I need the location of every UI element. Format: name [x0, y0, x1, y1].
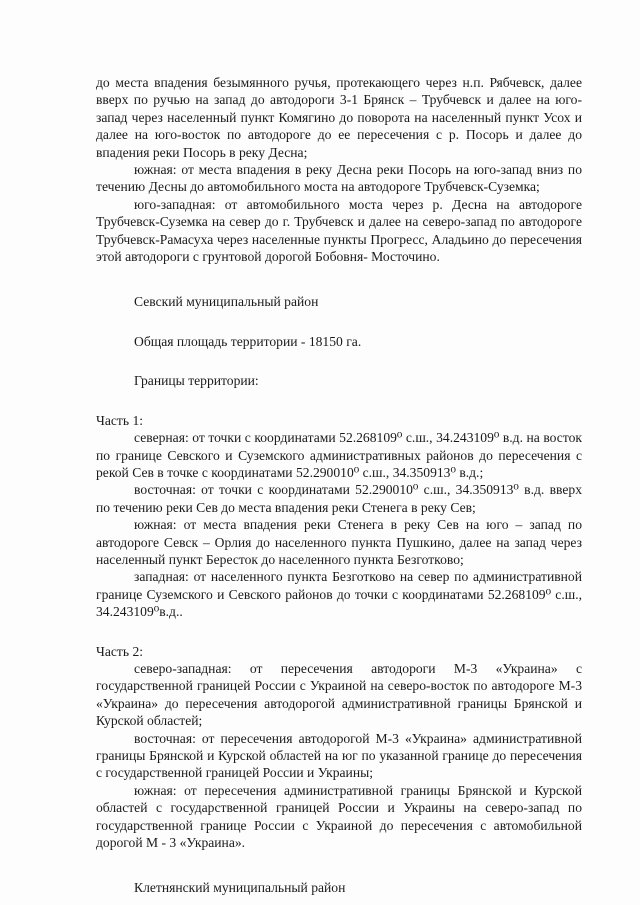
district-heading: Севский муниципальный район: [134, 294, 319, 310]
spacer: [96, 621, 582, 643]
paragraph-southwest-border: юго-западная: от автомобильного моста через р. Десна на автодороге Трубчевск-Суземка на север до г. Трубчевск и далее на северо-запад по автодороге Трубчевск-Рамасуха через населенные пункты Прогресс, Аладьино до пересечения этой автодороги с грунтовой дорогой Бобовня- Мосточино.: [96, 196, 582, 265]
part1-label: Часть 1:: [96, 412, 144, 428]
part2-east: восточная: от пересечения автодорогой М-3 «Украина» административной границы Брянской и Курской областей на юг по указанной границе до пересечения с государственной границей России и Украины;: [96, 730, 582, 781]
borders-heading: Границы территории:: [134, 373, 259, 389]
area-line: Общая площадь территории - 18150 га.: [134, 333, 362, 349]
part1-east: восточная: от точки с координатами 52.290010⁰ с.ш., 34.350913⁰ в.д. вверх по течению реки Сев до места впадения реки Стенега в реку Сев;: [96, 482, 582, 515]
spacer: [96, 350, 582, 372]
document-body: [96, 74, 582, 897]
part2-south: южная: от пересечения административной границы Брянской и Курской областей с государственной границей России и Украины на северо-запад по государственной границе России с Украиной до пересечения с автомобильной дорогой М - 3 «Украина».: [96, 782, 582, 851]
spacer: [96, 851, 582, 879]
part2-northwest: северо-западная: от пересечения автодороги М-3 «Украина» с государственной границей России с Украиной на северо-восток по автодороге М-3 «Украина» до пересечения автодорогой административной границы Брянской и Курской областей;: [96, 660, 582, 729]
paragraph-continuation: до места впадения безымянного ручья, протекающего через н.п. Рябчевск, далее вверх по ручью на запад до автодороги 3-1 Брянск – Трубчевск и далее на юго-запад через населенный пункт Комягино до поворота на населенный пункт Усох и далее на юго-восток по автодороге до ее пересечения с р. Посорь и далее до впадения реки Посорь в реку Десна;: [96, 75, 582, 160]
part1-west: западная: от населенного пункта Безготково на север по административной границе Суземского и Севского районов до точки с координатами 52.268109⁰ с.ш., 34.243109⁰в.д..: [96, 569, 582, 620]
part2-label: Часть 2:: [96, 643, 144, 659]
spacer: [96, 311, 582, 333]
part1-north: северная: от точки с координатами 52.268109⁰ с.ш., 34.243109⁰ в.д. на восток по границе Севского и Суземского административных районов до пересечения с рекой Сев в точке с координатами 52.290010⁰ с.ш., 34.350913⁰ в.д.;: [96, 430, 582, 480]
paragraph-south-border: южная: от места впадения в реку Десна реки Посорь на юго-запад вниз по течению Десны до автомобильного моста на автодороге Трубчевск-Суземка;: [96, 162, 582, 195]
district2-heading: Клетнянский муниципальный район: [134, 880, 346, 896]
part1-south: южная: от места впадения реки Стенега в реку Сев на юго – запад по автодороге Севск – Орлия до населенного пункта Пушкино, далее на запад через населенный пункт Бересток до населенного пункта Безготково;: [96, 517, 582, 567]
spacer: [96, 265, 582, 293]
spacer: [96, 390, 582, 412]
